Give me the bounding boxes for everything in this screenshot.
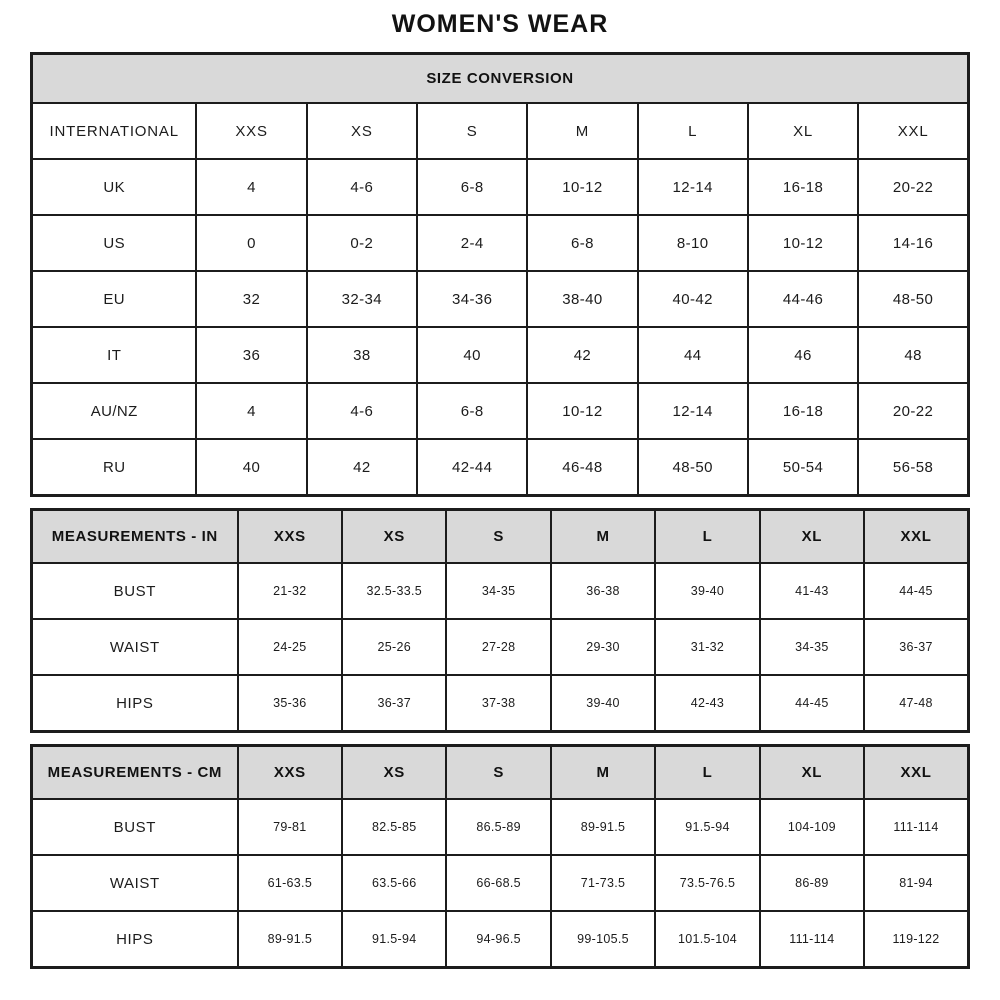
value-cell: 4 — [196, 159, 306, 215]
value-cell: 48-50 — [858, 271, 968, 327]
table-row — [32, 619, 969, 675]
size-conversion-row-label-au-nz: AU/NZ — [32, 383, 197, 439]
value-cell: 91.5-94 — [655, 799, 759, 855]
value-cell: 10-12 — [527, 383, 637, 439]
size-conversion-size-header-m: M — [527, 103, 637, 159]
size-conversion-row-label-us: US — [32, 215, 197, 271]
value-cell: 101.5-104 — [655, 911, 759, 968]
value-cell: 12-14 — [638, 159, 748, 215]
value-cell: 40 — [417, 327, 527, 383]
value-cell: 39-40 — [551, 675, 655, 732]
value-cell: 82.5-85 — [342, 799, 446, 855]
table-row — [32, 383, 969, 439]
size-conversion-row-label-eu: EU — [32, 271, 197, 327]
measurements-in-size-header-m: M — [551, 510, 655, 564]
measurements-cm-size-header-xl: XL — [760, 746, 864, 800]
value-cell: 50-54 — [748, 439, 858, 496]
measurements-cm-table — [30, 744, 970, 969]
measurements-cm-size-header-xxl: XXL — [864, 746, 968, 800]
value-cell: 2-4 — [417, 215, 527, 271]
value-cell: 4-6 — [307, 383, 417, 439]
value-cell: 35-36 — [238, 675, 342, 732]
value-cell: 42 — [307, 439, 417, 496]
value-cell: 46-48 — [527, 439, 637, 496]
measurements-cm-size-header-xs: XS — [342, 746, 446, 800]
value-cell: 4-6 — [307, 159, 417, 215]
value-cell: 38-40 — [527, 271, 637, 327]
value-cell: 20-22 — [858, 383, 968, 439]
value-cell: 16-18 — [748, 383, 858, 439]
value-cell: 10-12 — [527, 159, 637, 215]
value-cell: 86.5-89 — [446, 799, 550, 855]
value-cell: 61-63.5 — [238, 855, 342, 911]
value-cell: 39-40 — [655, 563, 759, 619]
value-cell: 42 — [527, 327, 637, 383]
table-row — [32, 563, 969, 619]
size-conversion-row-label-ru: RU — [32, 439, 197, 496]
size-conversion-row-label-it: IT — [32, 327, 197, 383]
value-cell: 86-89 — [760, 855, 864, 911]
value-cell: 0 — [196, 215, 306, 271]
measurements-in-size-header-xs: XS — [342, 510, 446, 564]
value-cell: 36 — [196, 327, 306, 383]
value-cell: 48-50 — [638, 439, 748, 496]
value-cell: 31-32 — [655, 619, 759, 675]
value-cell: 47-48 — [864, 675, 968, 732]
value-cell: 42-44 — [417, 439, 527, 496]
measurements-in-size-header-xxs: XXS — [238, 510, 342, 564]
page-title: WOMEN'S WEAR — [391, 10, 609, 38]
table-row — [32, 855, 969, 911]
value-cell: 36-37 — [342, 675, 446, 732]
value-cell: 94-96.5 — [446, 911, 550, 968]
value-cell: 4 — [196, 383, 306, 439]
value-cell: 36-37 — [864, 619, 968, 675]
measurements-cm-row-label-bust: BUST — [32, 799, 238, 855]
value-cell: 14-16 — [858, 215, 968, 271]
size-conversion-size-header-xs: XS — [307, 103, 417, 159]
value-cell: 66-68.5 — [446, 855, 550, 911]
value-cell: 34-35 — [760, 619, 864, 675]
value-cell: 63.5-66 — [342, 855, 446, 911]
table-row — [32, 159, 969, 215]
measurements-in-size-header-l: L — [655, 510, 759, 564]
value-cell: 25-26 — [342, 619, 446, 675]
measurements-in-header-row — [32, 510, 969, 564]
measurements-cm-size-header-l: L — [655, 746, 759, 800]
measurements-cm-size-header-s: S — [446, 746, 550, 800]
value-cell: 16-18 — [748, 159, 858, 215]
value-cell: 73.5-76.5 — [655, 855, 759, 911]
value-cell: 38 — [307, 327, 417, 383]
value-cell: 81-94 — [864, 855, 968, 911]
measurements-cm-corner-label: MEASUREMENTS - CM — [32, 746, 238, 800]
table-row — [32, 327, 969, 383]
value-cell: 32.5-33.5 — [342, 563, 446, 619]
table-row — [32, 439, 969, 496]
value-cell: 27-28 — [446, 619, 550, 675]
measurements-in-row-label-bust: BUST — [32, 563, 238, 619]
value-cell: 119-122 — [864, 911, 968, 968]
measurements-cm-row-label-hips: HIPS — [32, 911, 238, 968]
size-conversion-size-header-xxl: XXL — [858, 103, 968, 159]
value-cell: 44-46 — [748, 271, 858, 327]
measurements-in-row-label-waist: WAIST — [32, 619, 238, 675]
value-cell: 111-114 — [760, 911, 864, 968]
measurements-cm-size-header-m: M — [551, 746, 655, 800]
value-cell: 48 — [858, 327, 968, 383]
value-cell: 40-42 — [638, 271, 748, 327]
value-cell: 8-10 — [638, 215, 748, 271]
table-row — [32, 911, 969, 968]
value-cell: 32 — [196, 271, 306, 327]
value-cell: 42-43 — [655, 675, 759, 732]
measurements-in-size-header-s: S — [446, 510, 550, 564]
value-cell: 89-91.5 — [551, 799, 655, 855]
size-conversion-header-row — [32, 103, 969, 159]
table-row — [32, 271, 969, 327]
measurements-in-corner-label: MEASUREMENTS - IN — [32, 510, 238, 564]
size-conversion-table — [30, 52, 970, 497]
value-cell: 10-12 — [748, 215, 858, 271]
measurements-in-table — [30, 508, 970, 733]
value-cell: 99-105.5 — [551, 911, 655, 968]
value-cell: 34-35 — [446, 563, 550, 619]
value-cell: 44 — [638, 327, 748, 383]
value-cell: 41-43 — [760, 563, 864, 619]
value-cell: 56-58 — [858, 439, 968, 496]
value-cell: 40 — [196, 439, 306, 496]
size-conversion-title-row — [32, 54, 969, 104]
value-cell: 36-38 — [551, 563, 655, 619]
value-cell: 89-91.5 — [238, 911, 342, 968]
table-row — [32, 799, 969, 855]
value-cell: 21-32 — [238, 563, 342, 619]
value-cell: 29-30 — [551, 619, 655, 675]
tables-container — [30, 52, 970, 969]
measurements-cm-row-label-waist: WAIST — [32, 855, 238, 911]
size-conversion-title: SIZE CONVERSION — [32, 54, 969, 104]
size-conversion-corner-label: INTERNATIONAL — [32, 103, 197, 159]
value-cell: 44-45 — [864, 563, 968, 619]
value-cell: 32-34 — [307, 271, 417, 327]
size-conversion-size-header-s: S — [417, 103, 527, 159]
value-cell: 6-8 — [527, 215, 637, 271]
value-cell: 46 — [748, 327, 858, 383]
size-conversion-size-header-xxs: XXS — [196, 103, 306, 159]
value-cell: 34-36 — [417, 271, 527, 327]
value-cell: 104-109 — [760, 799, 864, 855]
value-cell: 20-22 — [858, 159, 968, 215]
value-cell: 6-8 — [417, 159, 527, 215]
size-conversion-size-header-xl: XL — [748, 103, 858, 159]
value-cell: 111-114 — [864, 799, 968, 855]
value-cell: 44-45 — [760, 675, 864, 732]
measurements-in-size-header-xxl: XXL — [864, 510, 968, 564]
value-cell: 0-2 — [307, 215, 417, 271]
measurements-in-row-label-hips: HIPS — [32, 675, 238, 732]
table-row — [32, 215, 969, 271]
value-cell: 79-81 — [238, 799, 342, 855]
measurements-in-size-header-xl: XL — [760, 510, 864, 564]
value-cell: 12-14 — [638, 383, 748, 439]
value-cell: 24-25 — [238, 619, 342, 675]
size-conversion-size-header-l: L — [638, 103, 748, 159]
value-cell: 37-38 — [446, 675, 550, 732]
table-row — [32, 675, 969, 732]
value-cell: 71-73.5 — [551, 855, 655, 911]
measurements-cm-header-row — [32, 746, 969, 800]
measurements-cm-size-header-xxs: XXS — [238, 746, 342, 800]
size-conversion-row-label-uk: UK — [32, 159, 197, 215]
value-cell: 6-8 — [417, 383, 527, 439]
value-cell: 91.5-94 — [342, 911, 446, 968]
